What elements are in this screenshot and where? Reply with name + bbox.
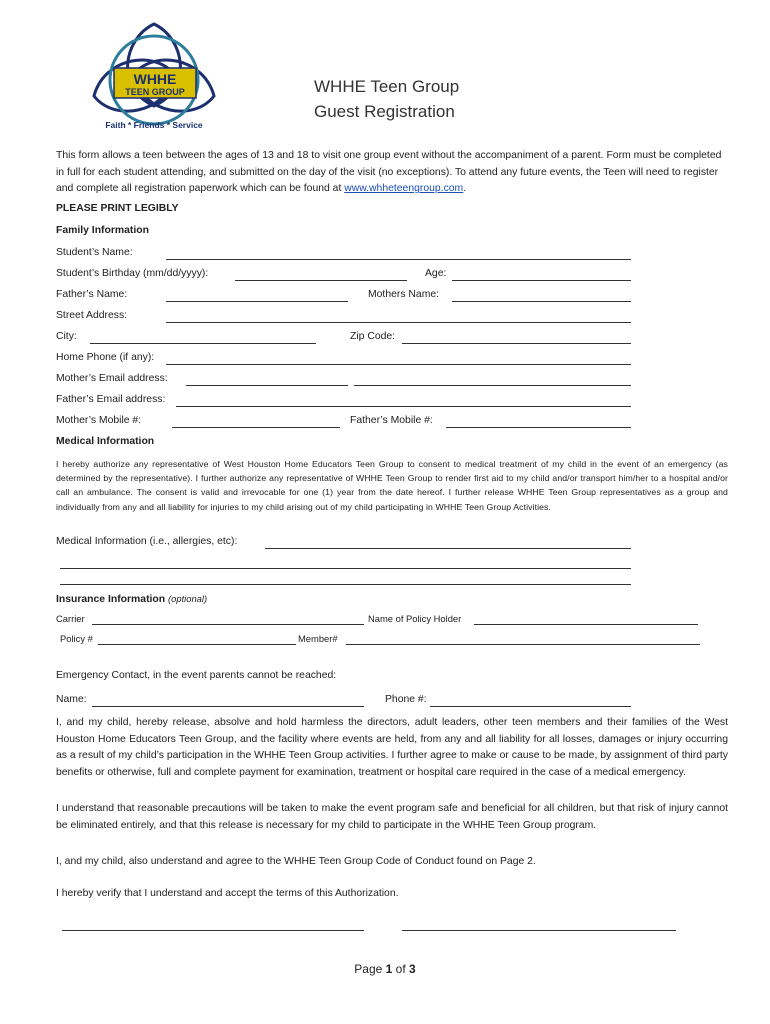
policy-number-field[interactable]	[98, 644, 296, 645]
parent-signature-line[interactable]	[62, 930, 364, 931]
footer-of-word: of	[395, 962, 406, 976]
zip-code-label: Zip Code:	[350, 331, 396, 342]
emergency-phone-field[interactable]	[430, 706, 631, 707]
member-number-label: Member#	[298, 633, 338, 644]
teen-signature-line[interactable]	[402, 930, 676, 931]
students-birthday-field[interactable]	[235, 280, 407, 281]
fathers-name-label: Father’s Name:	[56, 289, 128, 300]
home-phone-field[interactable]	[166, 364, 631, 365]
medical-info-heading: Medical Information	[56, 436, 155, 447]
footer-page-number: 1	[385, 962, 393, 976]
fathers-email-field[interactable]	[176, 406, 631, 407]
form-title	[314, 74, 459, 124]
mothers-email-label: Mother’s Email address:	[56, 373, 168, 384]
emergency-phone-label: Phone #:	[385, 694, 427, 705]
title-line-2: Guest Registration	[314, 102, 455, 121]
whhe-logo	[84, 18, 224, 134]
fathers-name-field[interactable]	[166, 301, 348, 302]
policy-number-label: Policy #	[60, 633, 93, 644]
logo-subbrand-text: TEEN GROUP	[125, 87, 185, 97]
member-number-field[interactable]	[346, 644, 700, 645]
mothers-email-field-part1[interactable]	[186, 385, 348, 386]
release-paragraph-4: I hereby verify that I understand and accept the terms of this Authorization.	[56, 888, 399, 899]
medical-info-field-2[interactable]	[60, 568, 631, 569]
fathers-mobile-label: Father’s Mobile #:	[350, 415, 433, 426]
city-field[interactable]	[90, 343, 316, 344]
age-field[interactable]	[452, 280, 631, 281]
release-paragraph-3: I, and my child, also understand and agree to the WHHE Teen Group Code of Conduct found on Page 2.	[56, 856, 536, 867]
carrier-field[interactable]	[92, 624, 364, 625]
mothers-email-field-part2[interactable]	[354, 385, 631, 386]
insurance-info-heading	[56, 593, 207, 605]
city-label: City:	[56, 331, 77, 342]
emergency-name-label: Name:	[56, 694, 87, 705]
zip-code-field[interactable]	[402, 343, 631, 344]
emergency-name-field[interactable]	[92, 706, 364, 707]
footer-page-total: 3	[409, 962, 416, 976]
street-address-label: Street Address:	[56, 310, 128, 321]
intro-text: This form allows a teen between the ages of 13 and 18 to visit one group event without the accompaniment of a parent. Form must be completed in full for each student attending, and submitted on the day of the visit (no exceptions). To attend any future events, the Teen will need to register and complete all registration paperwork which can be found at	[56, 150, 722, 194]
medical-info-label: Medical Information (i.e., allergies, etc):	[56, 536, 238, 547]
fathers-mobile-field[interactable]	[446, 427, 631, 428]
family-info-heading: Family Information	[56, 225, 149, 236]
home-phone-label: Home Phone (if any):	[56, 352, 155, 363]
mothers-mobile-field[interactable]	[172, 427, 340, 428]
medical-info-field-3[interactable]	[60, 584, 631, 585]
emergency-contact-intro: Emergency Contact, in the event parents cannot be reached:	[56, 670, 337, 681]
website-link[interactable]: www.whheteengroup.com	[344, 183, 464, 194]
mothers-name-label: Mothers Name:	[368, 289, 440, 300]
policy-holder-field[interactable]	[474, 624, 698, 625]
footer-page-word: Page	[354, 962, 383, 976]
intro-paragraph	[56, 148, 728, 198]
logo-tagline: Faith * Friends * Service	[105, 120, 203, 130]
medical-authorization-text: I hereby authorize any representative of West Houston Home Educators Teen Group to consent to medical treatment of my child in the event of an emergency (as determined by the representative). I further authorize any representative of WHHE Teen Group to render first aid to my child and/or transport him/her to a hospital and/or call an ambulance. The consent is valid and irrevocable for one (1) year from the date hereof. I further release WHHE Teen Group representatives as a group and individually from any and all liability for injuries to my child arising out of my child participating in WHHE Teen Group Activities.	[56, 459, 728, 512]
street-address-field[interactable]	[166, 322, 631, 323]
students-birthday-label: Student’s Birthday (mm/dd/yyyy):	[56, 268, 209, 279]
students-name-label: Student’s Name:	[56, 247, 133, 258]
logo-brand-text: WHHE	[133, 71, 177, 87]
policy-holder-label: Name of Policy Holder	[368, 613, 462, 624]
carrier-label: Carrier	[56, 613, 85, 624]
page-footer	[0, 962, 770, 976]
print-legibly-note: PLEASE PRINT LEGIBLY	[56, 203, 179, 214]
release-paragraph-1: I, and my child, hereby release, absolve and hold harmless the directors, adult leaders, other teen members and their families of the West Houston Home Educators Teen Group, and the facility where events are held, from any and all liability for all losses, damages or injury occurring as a result of my child’s participation in the WHHE Teen Group activities. I further agree to make or cause to be made, by assignment of third party benefits or otherwise, full and complete payment for examination, treatment or hospital care required in the case of a medical emergency.	[56, 717, 728, 778]
fathers-email-label: Father’s Email address:	[56, 394, 166, 405]
age-label: Age:	[425, 268, 447, 279]
medical-info-field-1[interactable]	[265, 548, 631, 549]
triquetra-logo-icon	[84, 18, 224, 134]
insurance-optional-note: (optional)	[168, 593, 208, 604]
mothers-name-field[interactable]	[452, 301, 631, 302]
insurance-heading-text: Insurance Information	[56, 594, 166, 605]
title-line-1: WHHE Teen Group	[314, 77, 460, 96]
release-paragraph-2: I understand that reasonable precautions will be taken to make the event program safe and beneficial for all children, but that risk of injury cannot be eliminated entirely, and that this release is necessary for my child to participate in the WHHE Teen Group program.	[56, 803, 728, 831]
mothers-mobile-label: Mother’s Mobile #:	[56, 415, 142, 426]
intro-end: .	[463, 183, 467, 194]
students-name-field[interactable]	[166, 259, 631, 260]
